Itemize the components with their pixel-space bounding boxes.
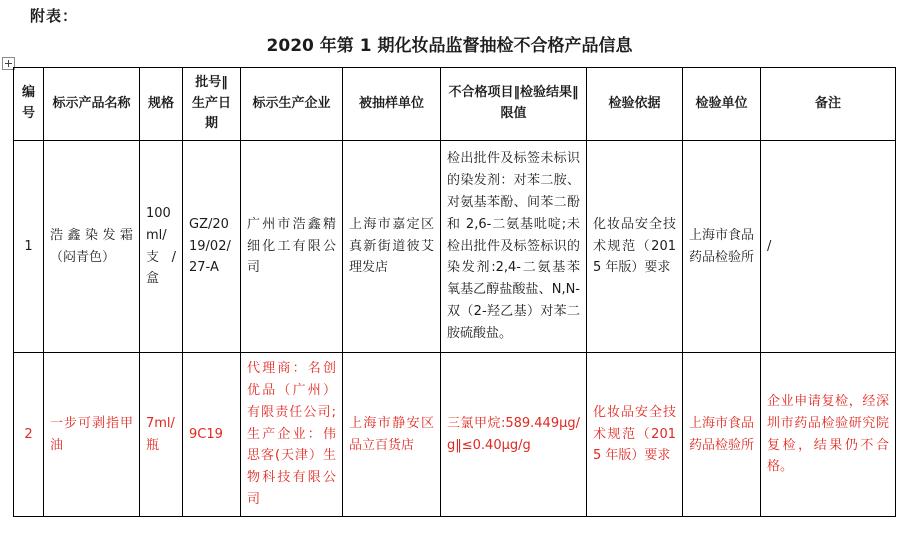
cell-batch-no: 9C19 [183,353,241,517]
attachment-label: 附表： [30,7,79,25]
cell-spec: 100ml/支/盒 [140,141,183,353]
cell-product-name: 一步可剥指甲油 [44,353,140,517]
cell-sampled-unit: 上海市静安区品立百货店 [343,353,441,517]
move-cross-icon [5,63,12,64]
table-header-row [14,68,896,141]
column-header-no: 编号 [14,68,44,141]
column-header-product-name: 标示产品名称 [44,68,140,141]
page-title: 2020 年第 1 期化妆品监督抽检不合格产品信息 [266,36,633,56]
column-header-sampled-unit: 被抽样单位 [343,68,441,141]
column-header-batch-no: 批号‖生产日期 [183,68,241,141]
cell-no: 2 [14,353,44,517]
cell-manufacturer: 广州市浩鑫精细化工有限公司 [241,141,343,353]
nonconforming-products-table [13,67,896,517]
table-row [14,353,896,517]
cell-inspection-unit: 上海市食品药品检验所 [683,353,761,517]
column-header-inspector: 检验单位 [683,68,761,141]
cell-remark: 企业申请复检，经深圳市药品检验研究院复检，结果仍不合格。 [761,353,896,517]
table-row [14,141,896,353]
cell-spec: 7ml/瓶 [140,353,183,517]
column-header-failed-item: 不合格项目‖检验结果‖限值 [441,68,587,141]
cell-remark: / [761,141,896,353]
cell-failed-item: 三氯甲烷:589.449μg/g‖≤0.40μg/g [441,353,587,517]
column-header-spec: 规格 [140,68,183,141]
cell-no: 1 [14,141,44,353]
cell-sampled-unit: 上海市嘉定区真新街道彼艾理发店 [343,141,441,353]
cell-inspection-basis: 化妆品安全技术规范（2015 年版）要求 [587,353,683,517]
cell-inspection-basis: 化妆品安全技术规范（2015 年版）要求 [587,141,683,353]
cell-manufacturer: 代理商：名创优品（广州）有限责任公司;生产企业：伟思客(天津）生物科技有限公司 [241,353,343,517]
column-header-manufacturer: 标示生产企业 [241,68,343,141]
cell-failed-item: 检出批件及标签未标识的染发剂：对苯二胺、对氨基苯酚、间苯二酚和 2,6-二氨基吡啶;未检出批件及标签标识的染发剂:2,4-二氨基苯氧基乙醇盐酸盐、N,N-双（2-羟乙基）对苯二胺硫酸盐。 [441,141,587,353]
cell-batch-no: GZ/2019/02/27-A [183,141,241,353]
cell-product-name: 浩鑫染发霜（闷青色） [44,141,140,353]
cell-inspection-unit: 上海市食品药品检验所 [683,141,761,353]
column-header-basis: 检验依据 [587,68,683,141]
column-header-remark: 备注 [761,68,896,141]
